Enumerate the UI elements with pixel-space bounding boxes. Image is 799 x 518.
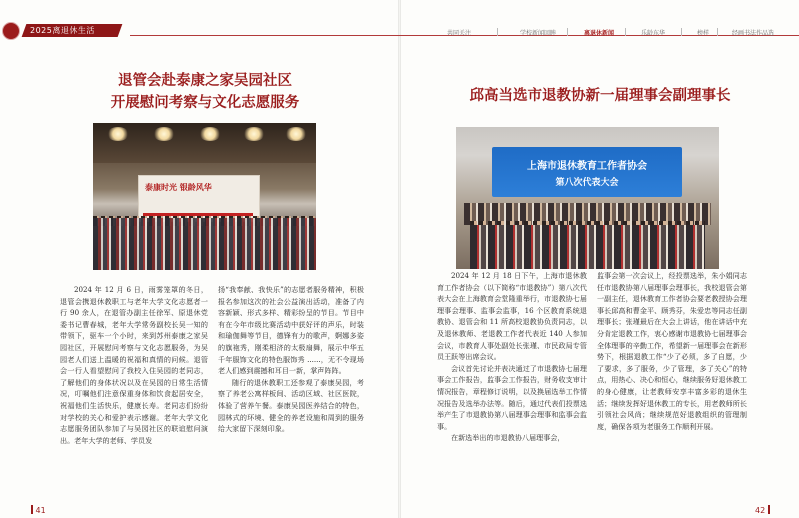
- chandelier: [243, 127, 265, 141]
- page-number-tick: [31, 505, 33, 514]
- paragraph: 监事会第一次会议上，经投票选举，朱小娟同志任市退教协第八届理事会理事长，我校退管会第一副主任，退休教育工作者协会要老教授协会理事长邱高和曹金平、顾秀芬，朱爱忠等同志任副理事长；张瑾最后在大会上讲话，他在讲话中充分肯定退教工作，衷心感谢市退教协七届理事会全体理事的辛勤工作，希望新一届理事会在新形势下，根据退教工作“少了必须，多了自愿，少了要求，多了服务，少了管理，多了关心”的特点，用热心、决心和恒心，继续服务好退休教工的身心健康，让老教师安享丰富多彩的退休生活；继续发挥好退休教工的专长，用老教师所长引领社会风尚；继续规范好退教组织的管理制度，确保各项为老服务工作顺利开展。: [597, 271, 747, 431]
- paragraph: 在新选举出的市退教协八届理事会，: [451, 433, 565, 443]
- nav-divider: [717, 28, 718, 36]
- chandelier: [107, 127, 129, 141]
- paragraph: 扬“我奉献、我快乐”的志愿者服务精神，积极报名参加这次的社会公益演出活动，准备了内容新颖、形式多样、精彩纷呈的节目。节目中有在今年市级比赛活动中获好评的声乐，时装和瑜伽舞等节目，德锋有力的歌声，婀娜多姿的旗袍秀，刚柔相济的太极扇舞，展示中华五千年服饰文化的特色服饰秀 ......，无不令现场老人们感到震撼和耳目一新，掌声阵阵。: [218, 285, 364, 376]
- section-title: 2025离退休生活: [30, 26, 95, 35]
- nav-item-3: 乐龄东华: [641, 30, 666, 37]
- page-number-right: [755, 505, 773, 515]
- nav-divider: [681, 28, 682, 36]
- nav-divider: [497, 28, 498, 36]
- right-article-column-1: [437, 270, 587, 444]
- screen-line-1: 上海市退休教育工作者协会: [527, 161, 647, 172]
- paragraph: 2024 年 12 月 6 日，雨雾笼罩的冬日，退管会携退休教职工与老年大学文化志愿者一行 90 余人，在退管办副主任徐军、原退休党委书记曹春城，老年大学常务副校长吴一知的带领下，驱车一个小时，来到苏州泰康之家吴园社区，开展慰问考察与文化志愿服务，为吴园老人们送上温暖的祝福和真情的问候。退管会一行人看望慰问了我校入住吴园的老同志，了解他们的身体状况以及在吴园的日常生活情况，叮嘱他们注意保重身体和饮食起居安全，祝福他们生活快乐，健康长寿。老同志们纷纷对学校的关心和爱护表示感谢。老年大学文化志愿服务团队参加了与吴园社区的联谊慰问演出。老年大学的老师、学员发: [60, 285, 208, 445]
- page-gutter: [398, 0, 401, 518]
- school-logo-icon: [2, 22, 20, 40]
- paragraph: 随行的退休教职工还参观了泰康吴园，考察了养老公寓样板间、活动区域、社区医院，体验了营养午餐。泰康吴园医养结合的特色，园林式的环境、健全的养老设施和周到的服务给大家留下深刻印象。: [218, 377, 364, 434]
- nav-item-active: 离退休新闻: [584, 30, 615, 37]
- page-number-left: [28, 505, 46, 515]
- headline-line-2: 开展慰问考察与文化志愿服务: [110, 94, 300, 111]
- photo-crowd: [93, 218, 316, 270]
- screen-line-2: 第八次代表大会: [555, 178, 619, 188]
- headline-line-1: 退管会赴泰康之家吴园社区: [118, 72, 292, 89]
- right-article-column-2: [597, 270, 747, 432]
- group-photo-congress: [456, 127, 719, 269]
- left-article-column-1: [60, 284, 208, 446]
- chandelier: [285, 127, 307, 141]
- paragraph: 2024 年 12 月 18 日下午，上海市退休教育工作者协会（以下简称“市退教协”）第八次代表大会在上海教育会堂隆重举行，市退教协七届理事会理事、监事会监事，16 个区教育系统退教协、退管会和 11 所高校退教协负责同志，以及退休教师、老退教工作者代表近 140 人参加会议，市教育人事处副处长张瑾、市民政局专管员王跃等出席会议。: [437, 271, 587, 362]
- nav-divider: [625, 28, 626, 36]
- paragraph: 会议首先讨论并表决通过了市退教协七届理事会工作报告，监事会工作报告，财务收支审计情况报告，章程修订说明，以及换届选举工作情况报告及选举办法等。随后，通过代表们投票选举产生了市退教协第八届理事会理事和监事会监事。: [437, 363, 587, 431]
- right-article-headline: 邱高当选市退教协新一届理事会副理事长: [469, 87, 731, 104]
- nav-item-5: 经画书法作品选: [732, 30, 775, 37]
- photo-led-screen: [492, 147, 682, 197]
- nav-item-0: 共同关注: [447, 30, 472, 37]
- photo-stage-banner: [138, 175, 260, 222]
- photo-front-row: [470, 225, 705, 269]
- nav-item-4: 榜样: [697, 30, 710, 37]
- left-article-column-2: [218, 284, 364, 435]
- page-number-value: 42: [755, 506, 766, 515]
- chandelier: [153, 127, 175, 141]
- page-number-value: 41: [35, 506, 46, 515]
- nav-item-1: 学校新闻回眸: [520, 30, 557, 37]
- page-number-tick: [768, 505, 770, 514]
- banner-text: 泰康时光 银龄风华: [145, 182, 212, 192]
- group-photo-taikang: [93, 123, 316, 270]
- chandelier: [199, 127, 221, 141]
- nav-divider: [567, 28, 568, 36]
- left-article-headline: [80, 70, 330, 114]
- section-header: [0, 22, 132, 38]
